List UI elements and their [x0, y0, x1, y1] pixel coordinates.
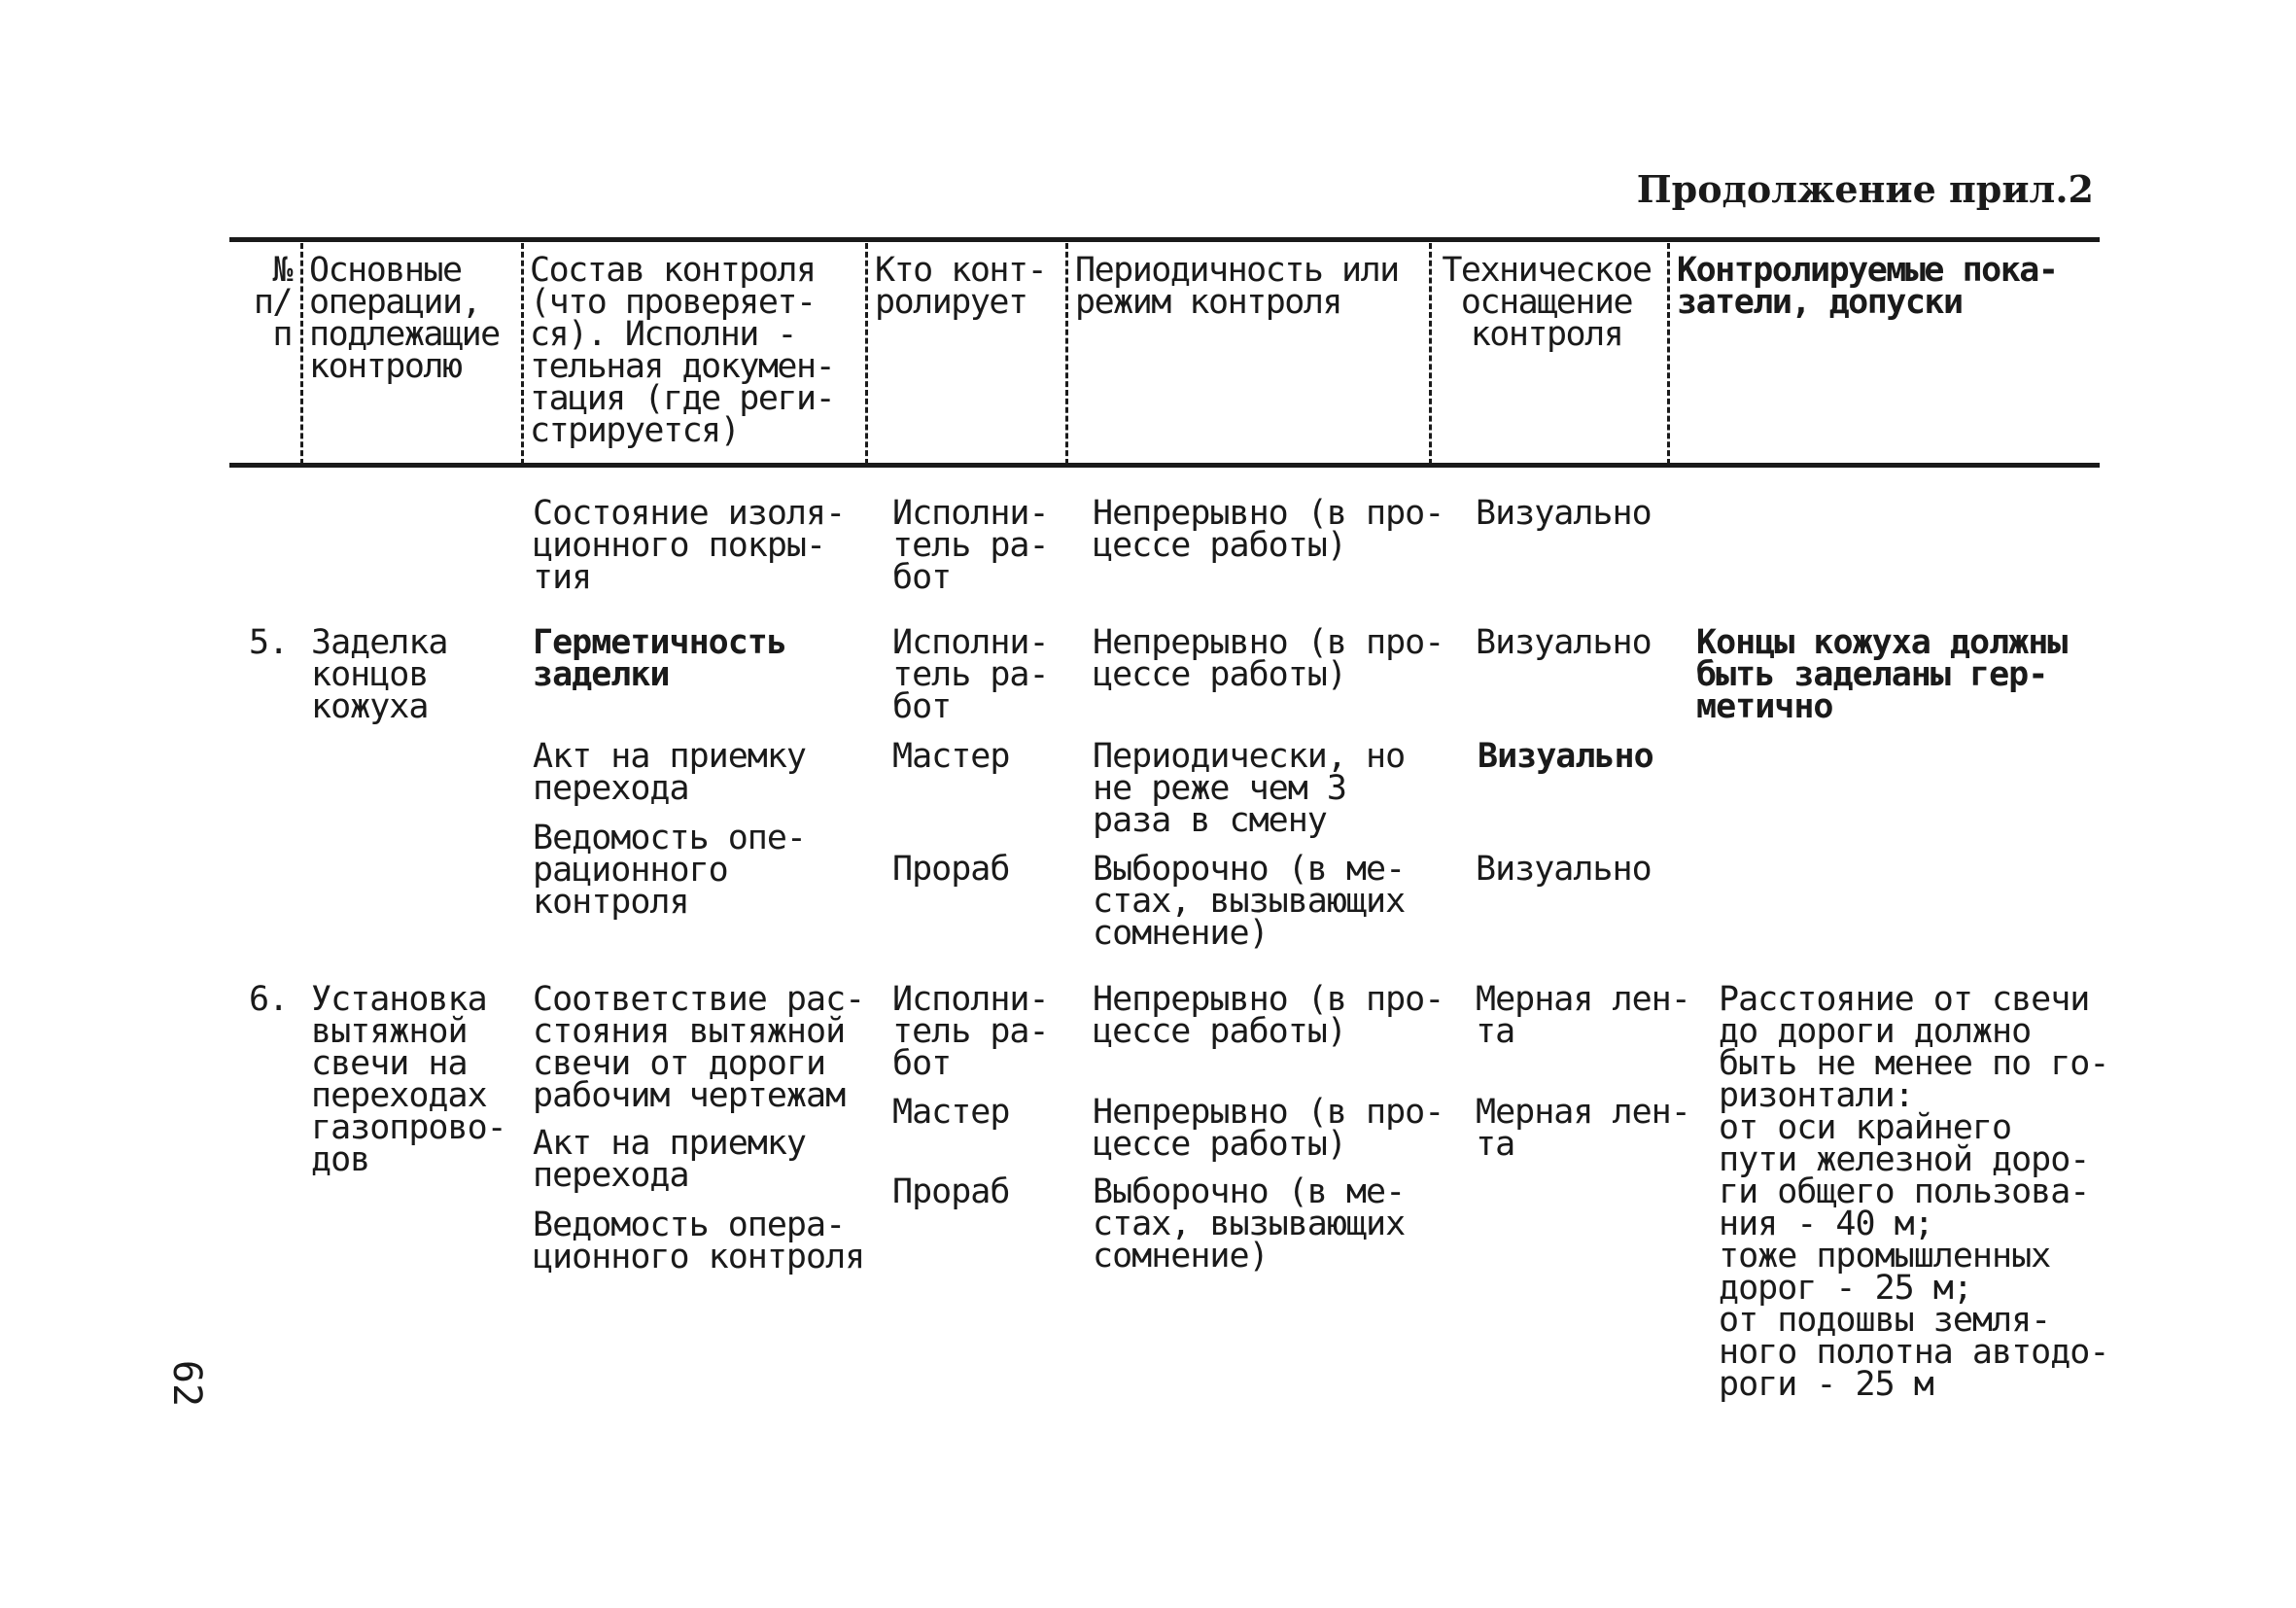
period-cell: Выборочно (в ме- стах, вызывающих сомнение) [1093, 1172, 1406, 1276]
controller-cell: Исполни- тель ра- бот [892, 980, 1049, 1083]
header-equipment: Техническое оснащение контроля [1442, 251, 1652, 354]
equipment-cell: Визуально [1476, 850, 1652, 889]
page-number: 62 [164, 1359, 210, 1408]
composition-cell: Акт на приемку перехода [533, 1124, 807, 1195]
header-period: Периодичность или режим контроля [1075, 251, 1399, 322]
controller-cell: Исполни- тель ра- бот [892, 623, 1049, 726]
column-divider [521, 243, 524, 465]
equipment-cell: Мерная лен- та [1476, 1093, 1690, 1164]
equipment-cell: Мерная лен- та [1476, 980, 1690, 1051]
composition-cell: Состояние изоля- ционного покры- тия [533, 494, 846, 597]
controller-cell: Мастер [892, 1093, 1010, 1132]
operation-cell: Установка вытяжной свечи на переходах газопрово- дов [311, 980, 506, 1179]
composition-cell: Ведомость опера- ционного контроля [533, 1206, 865, 1276]
header-indicators: Контролируемые пока- затели, допуски [1677, 251, 2058, 322]
indicators-cell: Концы кожуха должны быть заделаны гер- метично [1696, 623, 2068, 726]
operation-cell: Заделка концов кожуха [311, 623, 448, 726]
period-cell: Периодически, но не реже чем 3 раза в смену [1093, 737, 1406, 840]
row-number: 5. [249, 623, 289, 662]
period-cell: Непрерывно (в про- цессе работы) [1093, 1093, 1444, 1164]
equipment-cell: Визуально [1476, 494, 1652, 533]
indicators-cell: Расстояние от свечи до дороги должно быть не менее по го- ризонтали: от оси крайнего пути железной доро- ги общего пользова- ния - 40 м; тоже промышленных дорог - 25 м; от подошвы земля- ного полотна автодо- роги - 25 м [1719, 980, 2109, 1404]
period-cell: Непрерывно (в про- цессе работы) [1093, 494, 1444, 565]
equipment-cell: Визуально [1476, 623, 1652, 662]
composition-cell: Герметичность заделки [533, 623, 786, 694]
header-bottom-rule [229, 463, 2100, 468]
column-divider [300, 243, 303, 465]
column-divider [1065, 243, 1068, 465]
column-divider [1429, 243, 1432, 465]
controller-cell: Исполни- тель ра- бот [892, 494, 1049, 597]
controller-cell: Мастер [892, 737, 1010, 776]
controller-cell: Прораб [892, 1172, 1010, 1211]
column-divider [1667, 243, 1670, 465]
period-cell: Выборочно (в ме- стах, вызывающих сомнение) [1093, 850, 1406, 953]
header-who: Кто конт- ролирует [875, 251, 1047, 322]
row-number: 6. [249, 980, 289, 1019]
header-operations: Основные операции, подлежащие контролю [309, 251, 500, 386]
continuation-label: Продолжение прил.2 [1636, 167, 2094, 211]
column-divider [865, 243, 868, 465]
composition-cell: Акт на приемку перехода [533, 737, 807, 808]
composition-cell: Соответствие рас- стояния вытяжной свечи от дороги рабочим чертежам [533, 980, 865, 1115]
controller-cell: Прораб [892, 850, 1010, 889]
header-top-rule [229, 237, 2100, 242]
period-cell: Непрерывно (в про- цессе работы) [1093, 623, 1444, 694]
header-num: № п/п [253, 251, 292, 354]
composition-cell: Ведомость опе- рационного контроля [533, 819, 807, 922]
header-composition: Состав контроля (что проверяет- ся). Исполни - тельная докумен- тация (где реги- стрируется) [530, 251, 835, 450]
period-cell: Непрерывно (в про- цессе работы) [1093, 980, 1444, 1051]
equipment-cell: Визуально [1478, 737, 1653, 776]
